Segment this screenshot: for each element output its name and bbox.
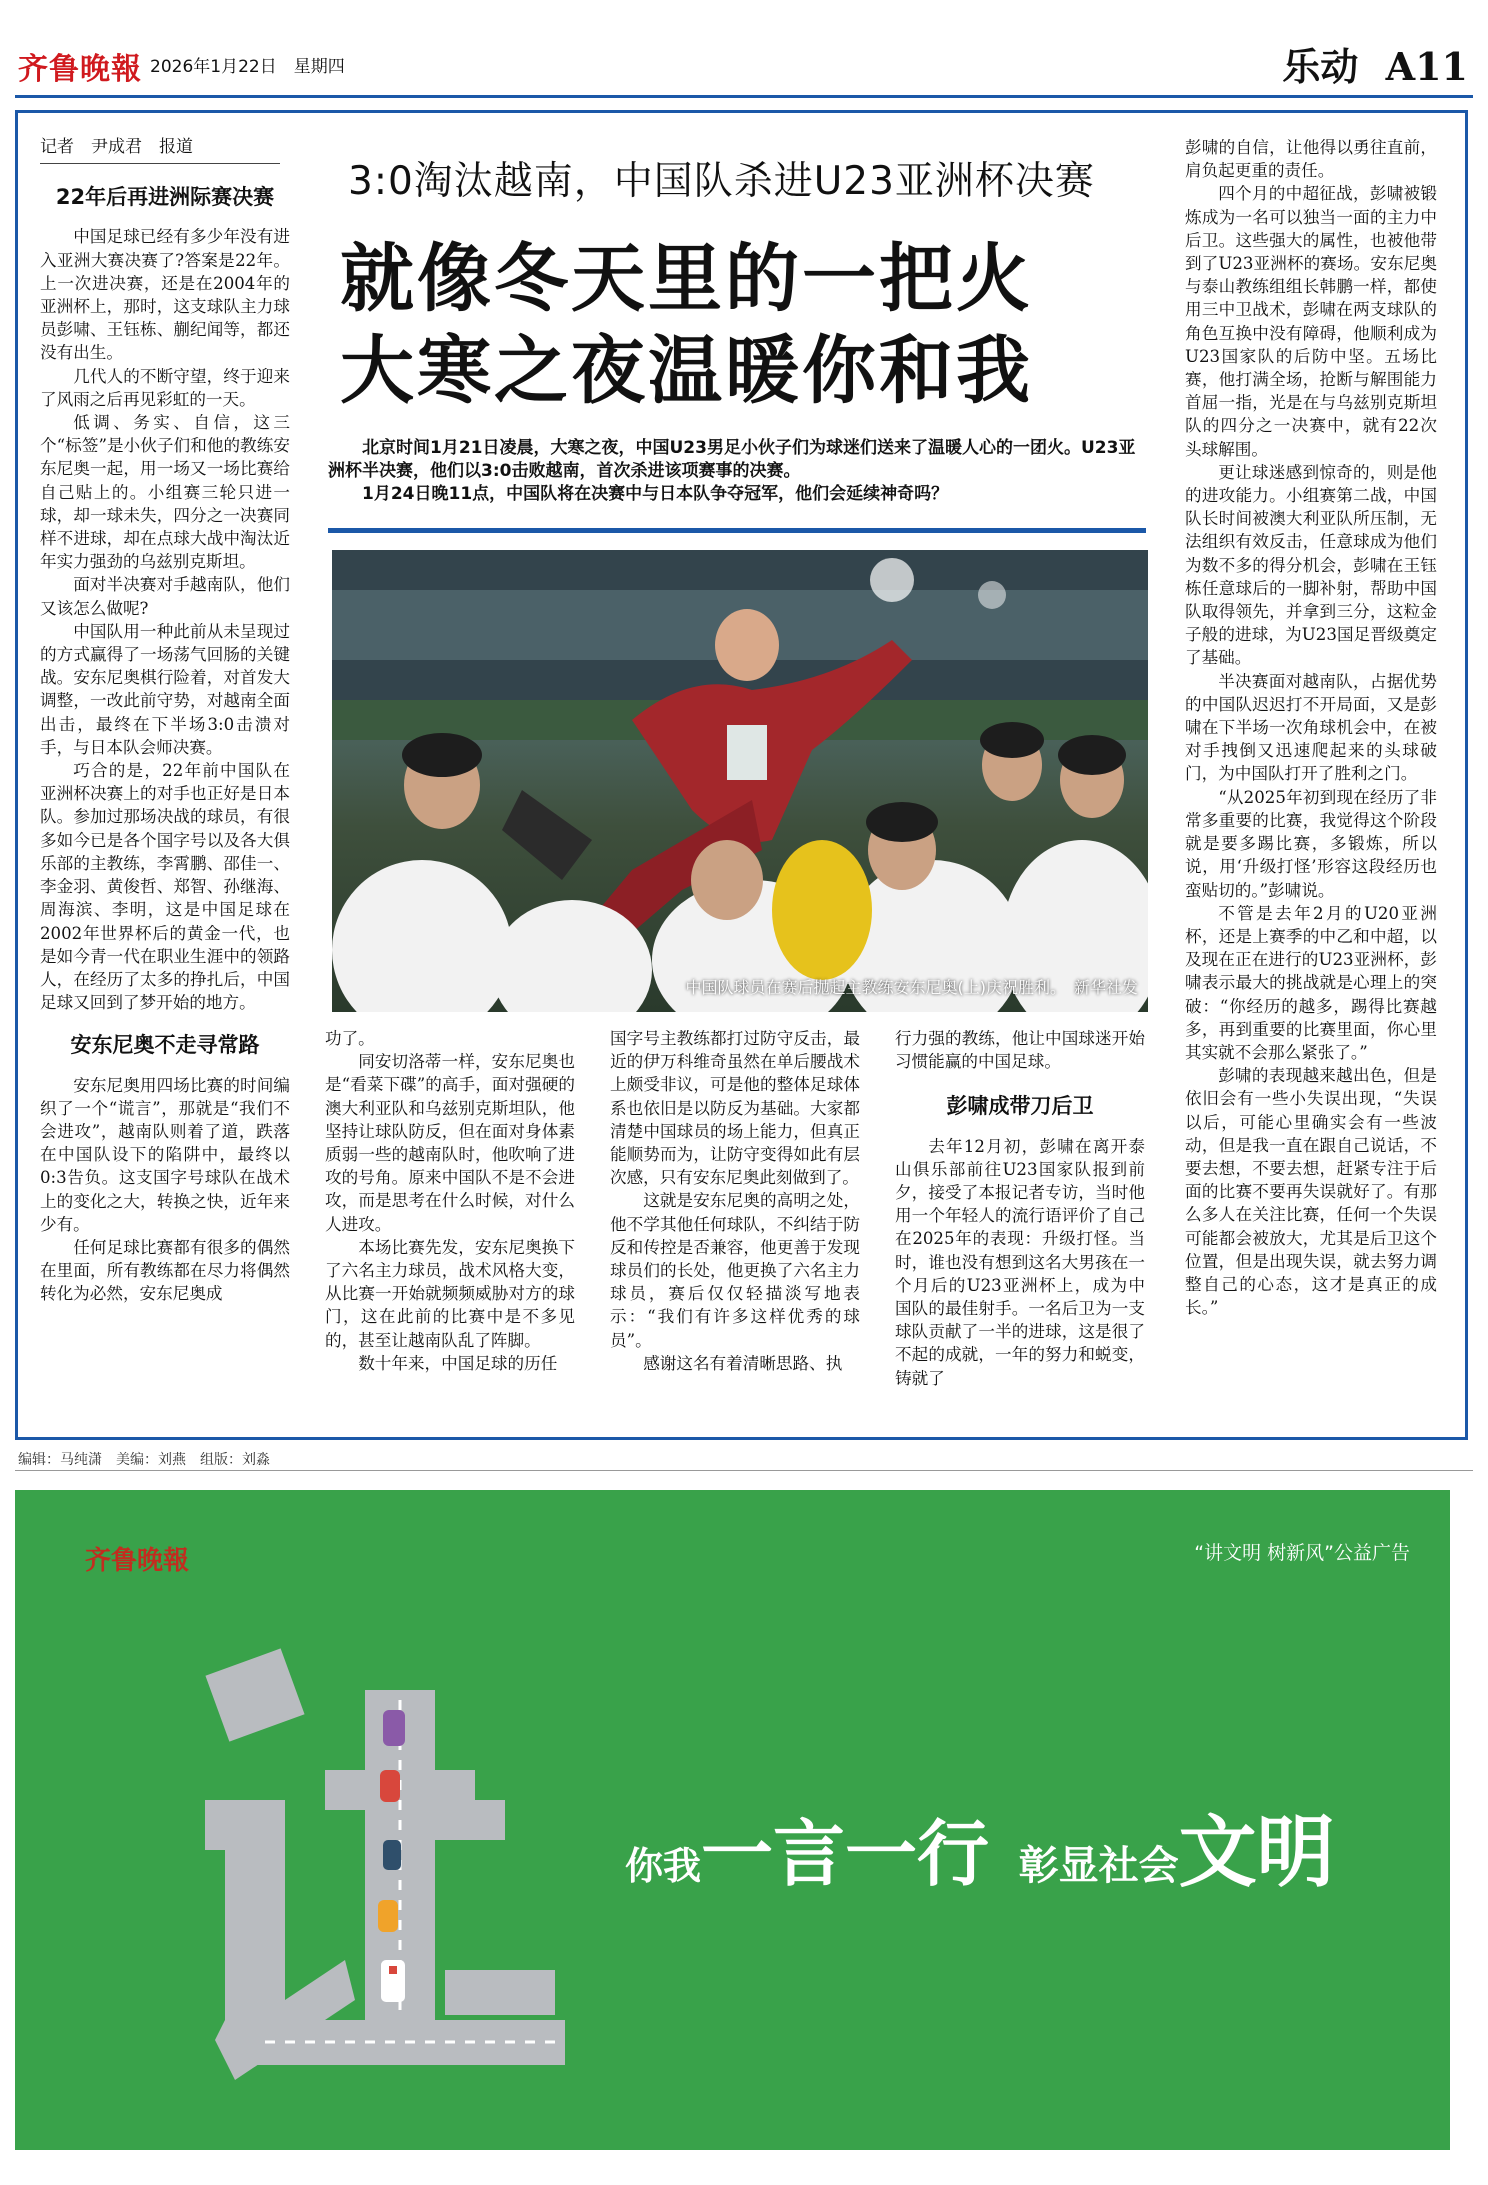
paragraph: 四个月的中超征战，彭啸被锻炼成为一名可以独当一面的主力中后卫。这些强大的属性，也被他带到了U23亚洲杯的赛场。安东尼奥与泰山教练组组长韩鹏一样，都使用三中卫战术，彭啸在两支球队的角色互换中没有障碍，他顺利成为U23国家队的后防中坚。五场比赛，他打满全场，抢断与解围能力首屈一指，光是在与乌兹别克斯坦队的四分之一决赛中，就有22次头球解围。 (1185, 184, 1437, 459)
ad-logo: 齐鲁晚報 (85, 1546, 190, 1576)
slogan-part-3: 彰显社会 (1018, 1842, 1179, 1889)
lead-paragraph (328, 437, 1148, 506)
masthead-logo: 齐鲁晚報 (18, 52, 142, 87)
main-headline-line-1: 就像冬天里的一把火 (340, 236, 1033, 322)
lead-text: 北京时间1月21日凌晨，大寒之夜，中国U23男足小伙子们为球迷们送来了温暖人心的一团火。U23亚洲杯半决赛，他们以3:0击败越南，首次杀进该项赛事的决赛。 (328, 438, 1136, 481)
paragraph: 感谢这名有着清晰思路、执 (643, 1353, 843, 1373)
paragraph: 彭啸的表现越来越出色，但是依旧会有一些小失误出现，“失误以后，可能心里确实会有一些波动，但是我一直在跟自己说话，不要去想，不要去想，赶紧专注于后面的比赛不要再失误就好了。有那么多人在关注比赛，任何一个失误可能都会被放大，尤其是后卫这个位置，但是出现失误，就去努力调整自己的心态，这才是真正的成长。” (1185, 1066, 1437, 1318)
paragraph: 面对半决赛对手越南队，他们又该怎么做呢? (40, 575, 290, 618)
paragraph: 安东尼奥用四场比赛的时间编织了一个“谎言”，那就是“我们不会进攻”，越南队则着了道，跌落在中国队设下的陷阱中，最终以0:3告负。这支国字号球队在战术上的变化之大，转换之快，近年来少有。 (40, 1075, 290, 1234)
paragraph: 更让球迷感到惊奇的，则是他的进攻能力。小组赛第二战，中国队长时间被澳大利亚队所压制，无法组织有效反击，任意球成为他们为数不多的得分机会，彭啸在王钰栋任意球后的一脚补射，帮助中国队取得领先，并拿到三分，这粒金子般的进球，为U23国足晋级奠定了基础。 (1185, 462, 1437, 668)
page-number: A11 (1385, 44, 1468, 89)
paragraph: 数十年来，中国足球的历任 (358, 1353, 558, 1373)
paragraph: 几代人的不断守望，终于迎来了风雨之后再见彩虹的一天。 (40, 366, 290, 409)
byline: 记者 尹成君 报道 (40, 136, 280, 164)
ad-tagline: “讲文明 树新风”公益广告 (1194, 1542, 1410, 1564)
paragraph: “从2025年初到现在经历了非常多重要的比赛，我觉得这个阶段就是要多踢比赛，多锻炼，所以说，用‘升级打怪’形容这段经历也蛮贴切的。”彭啸说。 (1185, 787, 1437, 900)
paragraph: 半决赛面对越南队，占据优势的中国队迟迟打不开局面，又是彭啸在下半场一次角球机会中，在被对手拽倒又迅速爬起来的头球破门，为中国队打开了胜利之门。 (1185, 671, 1437, 784)
photo-caption: 中国队球员在赛后抛起主教练安东尼奥(上)庆祝胜利。 新华社发 (685, 978, 1138, 997)
paragraph: 不管是去年2月的U20亚洲杯，还是上赛季的中乙和中超，以及现在正在进行的U23亚洲杯，彭啸表示最大的挑战就是心理上的突破：“你经历的越多，踢得比赛越多，再到重要的比赛里面，你心里其实就不会那么紧张了。” (1185, 903, 1437, 1062)
paragraph: 彭啸的自信，让他得以勇往直前，肩负起更重的责任。 (1185, 138, 1437, 181)
lead-text: 1月24日晚11点，中国队将在决赛中与日本队争夺冠军，他们会延续神奇吗？ (362, 484, 949, 504)
section-name: 乐动 (1282, 44, 1359, 89)
paragraph: 任何足球比赛都有很多的偶然在里面，所有教练都在尽力将偶然转化为必然，安东尼奥成 (40, 1237, 290, 1304)
slogan-part-4: 文明 (1178, 1807, 1335, 1898)
slogan-part-2: 一言一行 (701, 1811, 990, 1896)
article-column-4 (895, 1027, 1145, 1390)
kicker-headline: 3:0淘汰越南，中国队杀进U23亚洲杯决赛 (348, 159, 1095, 204)
issue-date: 2026年1月22日 星期四 (150, 57, 345, 77)
main-headline-line-2: 大寒之夜温暖你和我 (340, 328, 1033, 414)
paragraph: 中国足球已经有多少年没有进入亚洲大赛决赛了?答案是22年。上一次进决赛，还是在2004年的亚洲杯上，那时，这支球队主力球员彭啸、王钰栋、蒯纪闻等，都还没有出生。 (40, 227, 290, 363)
article-column-1 (40, 136, 290, 1306)
footer-rule (15, 1470, 1473, 1471)
article-column-2 (325, 1027, 575, 1375)
editor-credits: 编辑：马纯潇 美编：刘燕 组版：刘淼 (18, 1452, 270, 1468)
article-column-3 (610, 1027, 860, 1375)
ad-slogan (625, 1790, 1335, 1902)
paragraph: 这就是安东尼奥的高明之处，他不学其他任何球队，不纠结于防反和传控是否兼容，他更善于发现球员们的长处，他更换了六名主力球员，赛后仅仅轻描淡写地表示：“我们有许多这样优秀的球员”。 (610, 1191, 860, 1350)
paragraph: 低调、务实、自信，这三个“标签”是小伙子们和他的教练安东尼奥一起，用一场又一场比赛给自己贴上的。小组赛三轮只进一球，却一球未失，四分之一决赛同样不进球，却在点球大战中淘汰近年实力强劲的乌兹别克斯坦。 (40, 413, 290, 572)
subheading-1: 22年后再进洲际赛决赛 (55, 185, 275, 210)
subheading-2: 安东尼奥不走寻常路 (70, 1033, 260, 1058)
subheading-3: 彭啸成带刀后卫 (946, 1094, 1094, 1119)
paragraph: 巧合的是，22年前中国队在亚洲杯决赛上的对手也正好是日本队。参加过那场决战的球员，有很多如今已是各个国字号以及各大俱乐部的主教练，李霄鹏、邵佳一、李金羽、黄俊哲、郑智、孙继海、周海滨、李明，这是中国足球在2002年世界杯后的黄金一代，也是如今青一代在职业生涯中的领路人，在经历了太多的挣扎后，中国足球又回到了梦开始的地方。 (40, 761, 290, 1013)
paragraph: 功了。 (325, 1029, 375, 1048)
big-character (195, 1640, 196, 1641)
paragraph: 行力强的教练，他让中国球迷开始习惯能赢的中国足球。 (895, 1029, 1145, 1072)
paragraph: 本场比赛先发，安东尼奥换下了六名主力球员，战术风格大变，从比赛一开始就频频威胁对方的球门，这在此前的比赛中是不多见的，甚至让越南队乱了阵脚。 (325, 1237, 575, 1350)
road-character-graphic (195, 1640, 575, 2110)
lead-rule (328, 528, 1146, 533)
celebration-photo (332, 550, 1148, 1012)
header-rule (15, 95, 1473, 98)
paragraph: 中国队用一种此前从未呈现过的方式赢得了一场荡气回肠的关键战。安东尼奥棋行险着，对首发大调整，一改此前守势，对越南全面出击，最终在下半场3:0击溃对手，与日本队会师决赛。 (40, 621, 290, 757)
photo-illustration (332, 550, 1148, 1012)
article-column-5 (1185, 136, 1437, 1319)
public-service-ad (15, 1490, 1450, 2150)
paragraph: 去年12月初，彭啸在离开泰山俱乐部前往U23国家队报到前夕，接受了本报记者专访，当时他用一个年轻人的流行语评价了自己在2025年的表现：升级打怪。当时，谁也没有想到这名大男孩在一个月后的U23亚洲杯上，成为中国队的最佳射手。一名后卫为一支球队贡献了一半的进球，这是很了不起的成就，一年的努力和蜕变，铸就了 (895, 1136, 1145, 1388)
paragraph: 同安切洛蒂一样，安东尼奥也是“看菜下碟”的高手，面对强硬的澳大利亚队和乌兹别克斯坦队，他坚持让球队防反，但在面对身体素质弱一些的越南队时，他吹响了进攻的号角。原来中国队不是不会进攻，而是思考在什么时候，对什么人进攻。 (325, 1052, 575, 1234)
section-page (1282, 36, 1468, 91)
paragraph: 国字号主教练都打过防守反击，最近的伊万科维奇虽然在单后腰战术上颇受非议，可是他的整体足球体系也依旧是以防反为基础。大家都清楚中国球员的场上能力，但真正能顺势而为，让防守变得如此有层次感，只有安东尼奥此刻做到了。 (610, 1029, 860, 1188)
slogan-part-1: 你我 (625, 1843, 702, 1888)
